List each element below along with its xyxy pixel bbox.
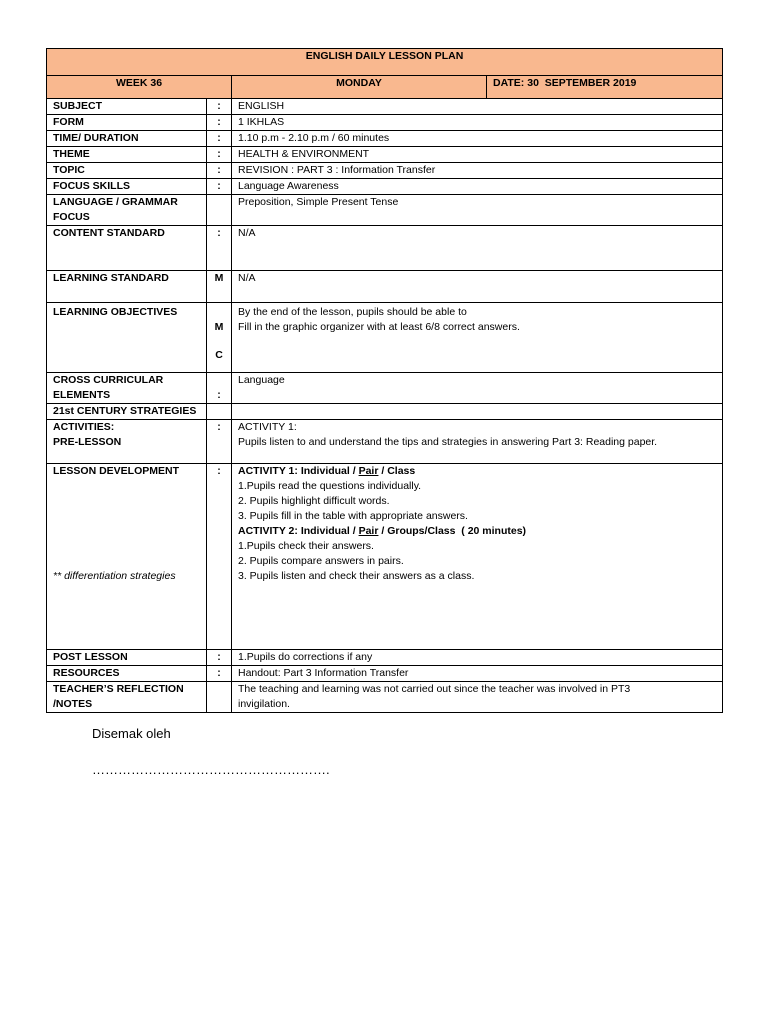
activity-1-item: 3. Pupils fill in the table with appropriate answers.: [238, 510, 468, 522]
lesson-plan-table: [46, 48, 723, 713]
activities-value: [232, 420, 723, 464]
resources-value: Handout: Part 3 Information Transfer: [232, 666, 723, 682]
signature-line: ……………………………………………….: [92, 762, 330, 777]
focus-row: [47, 179, 723, 195]
cross-curricular-label: [47, 373, 207, 404]
form-label: FORM: [47, 115, 207, 131]
cross-curricular-sep: [207, 373, 232, 404]
learning-standard-sep: M: [207, 271, 232, 303]
page-title: ENGLISH DAILY LESSON PLAN: [47, 49, 723, 76]
grammar-label: [47, 195, 207, 226]
activities-label: [47, 420, 207, 464]
focus-value: Language Awareness: [232, 179, 723, 195]
form-sep: :: [207, 115, 232, 131]
time-sep: :: [207, 131, 232, 147]
date-cell: [487, 76, 723, 99]
learning-standard-value: N/A: [232, 271, 723, 303]
century-sep: [207, 404, 232, 420]
objectives-value: [232, 303, 723, 373]
grammar-label-line-1: LANGUAGE / GRAMMAR: [53, 196, 178, 208]
differentiation-note: ** differentiation strategies: [53, 570, 176, 582]
activity-1-item: 1.Pupils read the questions individually.: [238, 480, 422, 492]
time-label: TIME/ DURATION: [47, 131, 207, 147]
activity-2-heading: [238, 524, 716, 539]
reflection-row: [47, 682, 723, 713]
development-label-cell: [47, 464, 207, 650]
content-standard-sep: :: [207, 226, 232, 271]
grammar-row: [47, 195, 723, 226]
development-value: [232, 464, 723, 650]
focus-label: FOCUS SKILLS: [47, 179, 207, 195]
grammar-value: Preposition, Simple Present Tense: [232, 195, 723, 226]
time-row: [47, 131, 723, 147]
reflection-label: [47, 682, 207, 713]
cross-curricular-row: [47, 373, 723, 404]
checked-by-label: Disemak oleh: [92, 726, 171, 741]
form-row: [47, 115, 723, 131]
reflection-value: [232, 682, 723, 713]
reflection-sep: [207, 682, 232, 713]
subject-row: [47, 99, 723, 115]
activity-1-pair: Pair: [358, 465, 379, 477]
activities-line-1: ACTIVITY 1:: [238, 421, 297, 433]
reflection-line-1: The teaching and learning was not carried out since the teacher was involved in PT3: [238, 683, 631, 695]
activity-1-heading: [238, 464, 716, 479]
grammar-sep: [207, 195, 232, 226]
subject-value: ENGLISH: [232, 99, 723, 115]
objectives-sep-c: C: [215, 349, 223, 361]
topic-row: [47, 163, 723, 179]
activity-2-suffix: / Groups/Class ( 20 minutes): [378, 525, 527, 537]
objectives-line-2: Fill in the graphic organizer with at least 6/8 correct answers.: [238, 321, 520, 333]
date-label: DATE:: [493, 77, 525, 89]
post-lesson-label: POST LESSON: [47, 650, 207, 666]
theme-value: HEALTH & ENVIRONMENT: [232, 147, 723, 163]
week-label: WEEK 36: [47, 76, 232, 99]
objectives-line-1: By the end of the lesson, pupils should be able to: [238, 306, 467, 318]
resources-label: RESOURCES: [47, 666, 207, 682]
topic-label: TOPIC: [47, 163, 207, 179]
activities-line-2: Pupils listen to and understand the tips and strategies in answering Part 3: Reading paper.: [238, 436, 658, 448]
date-value: 30 SEPTEMBER 2019: [527, 77, 637, 89]
cross-curricular-label-line-1: CROSS CURRICULAR: [53, 374, 164, 386]
activity-2-item: 3. Pupils listen and check their answers as a class.: [238, 570, 475, 582]
theme-row: [47, 147, 723, 163]
theme-label: THEME: [47, 147, 207, 163]
activity-1-prefix: ACTIVITY 1: Individual /: [238, 465, 359, 477]
activities-label-line-2: PRE-LESSON: [53, 436, 122, 448]
objectives-label: LEARNING OBJECTIVES: [47, 303, 207, 373]
topic-value: REVISION : PART 3 : Information Transfer: [232, 163, 723, 179]
learning-standard-label: LEARNING STANDARD: [47, 271, 207, 303]
development-row: [47, 464, 723, 650]
reflection-label-line-1: TEACHER’S REFLECTION: [53, 683, 184, 695]
content-standard-row: [47, 226, 723, 271]
cross-curricular-label-line-2: ELEMENTS: [53, 389, 111, 401]
subject-label: SUBJECT: [47, 99, 207, 115]
reflection-label-line-2: /NOTES: [53, 698, 93, 710]
activity-1-item: 2. Pupils highlight difficult words.: [238, 495, 390, 507]
post-lesson-sep: :: [207, 650, 232, 666]
header-row: [47, 76, 723, 99]
activity-2-pair: Pair: [358, 525, 379, 537]
post-lesson-row: [47, 650, 723, 666]
learning-standard-row: [47, 271, 723, 303]
time-value: 1.10 p.m - 2.10 p.m / 60 minutes: [232, 131, 723, 147]
lesson-plan-sheet: [46, 48, 722, 713]
activities-row: [47, 420, 723, 464]
post-lesson-value: 1.Pupils do corrections if any: [232, 650, 723, 666]
objectives-sep-m: M: [214, 321, 224, 333]
grammar-label-line-2: FOCUS: [53, 211, 90, 223]
content-standard-value: N/A: [232, 226, 723, 271]
activity-2-item: 2. Pupils compare answers in pairs.: [238, 555, 404, 567]
activities-sep: :: [207, 420, 232, 464]
subject-sep: :: [207, 99, 232, 115]
century-value: [232, 404, 723, 420]
objectives-sep: [207, 303, 232, 373]
form-value: 1 IKHLAS: [232, 115, 723, 131]
activity-1-suffix: / Class: [378, 465, 416, 477]
activity-2-item: 1.Pupils check their answers.: [238, 540, 374, 552]
resources-row: [47, 666, 723, 682]
theme-sep: :: [207, 147, 232, 163]
cross-curricular-sep-text: :: [217, 389, 221, 401]
activity-2-prefix: ACTIVITY 2: Individual /: [238, 525, 359, 537]
focus-sep: :: [207, 179, 232, 195]
day-label: MONDAY: [232, 76, 487, 99]
title-row: [47, 49, 723, 76]
cross-curricular-value: Language: [232, 373, 723, 404]
topic-sep: :: [207, 163, 232, 179]
activities-label-line-1: ACTIVITIES:: [53, 421, 115, 433]
content-standard-label: CONTENT STANDARD: [47, 226, 207, 271]
century-row: [47, 404, 723, 420]
century-label: 21st CENTURY STRATEGIES: [47, 404, 207, 420]
objectives-row: [47, 303, 723, 373]
resources-sep: :: [207, 666, 232, 682]
development-sep: :: [207, 464, 232, 650]
reflection-line-2: invigilation.: [238, 698, 290, 710]
development-label: LESSON DEVELOPMENT: [53, 465, 180, 477]
